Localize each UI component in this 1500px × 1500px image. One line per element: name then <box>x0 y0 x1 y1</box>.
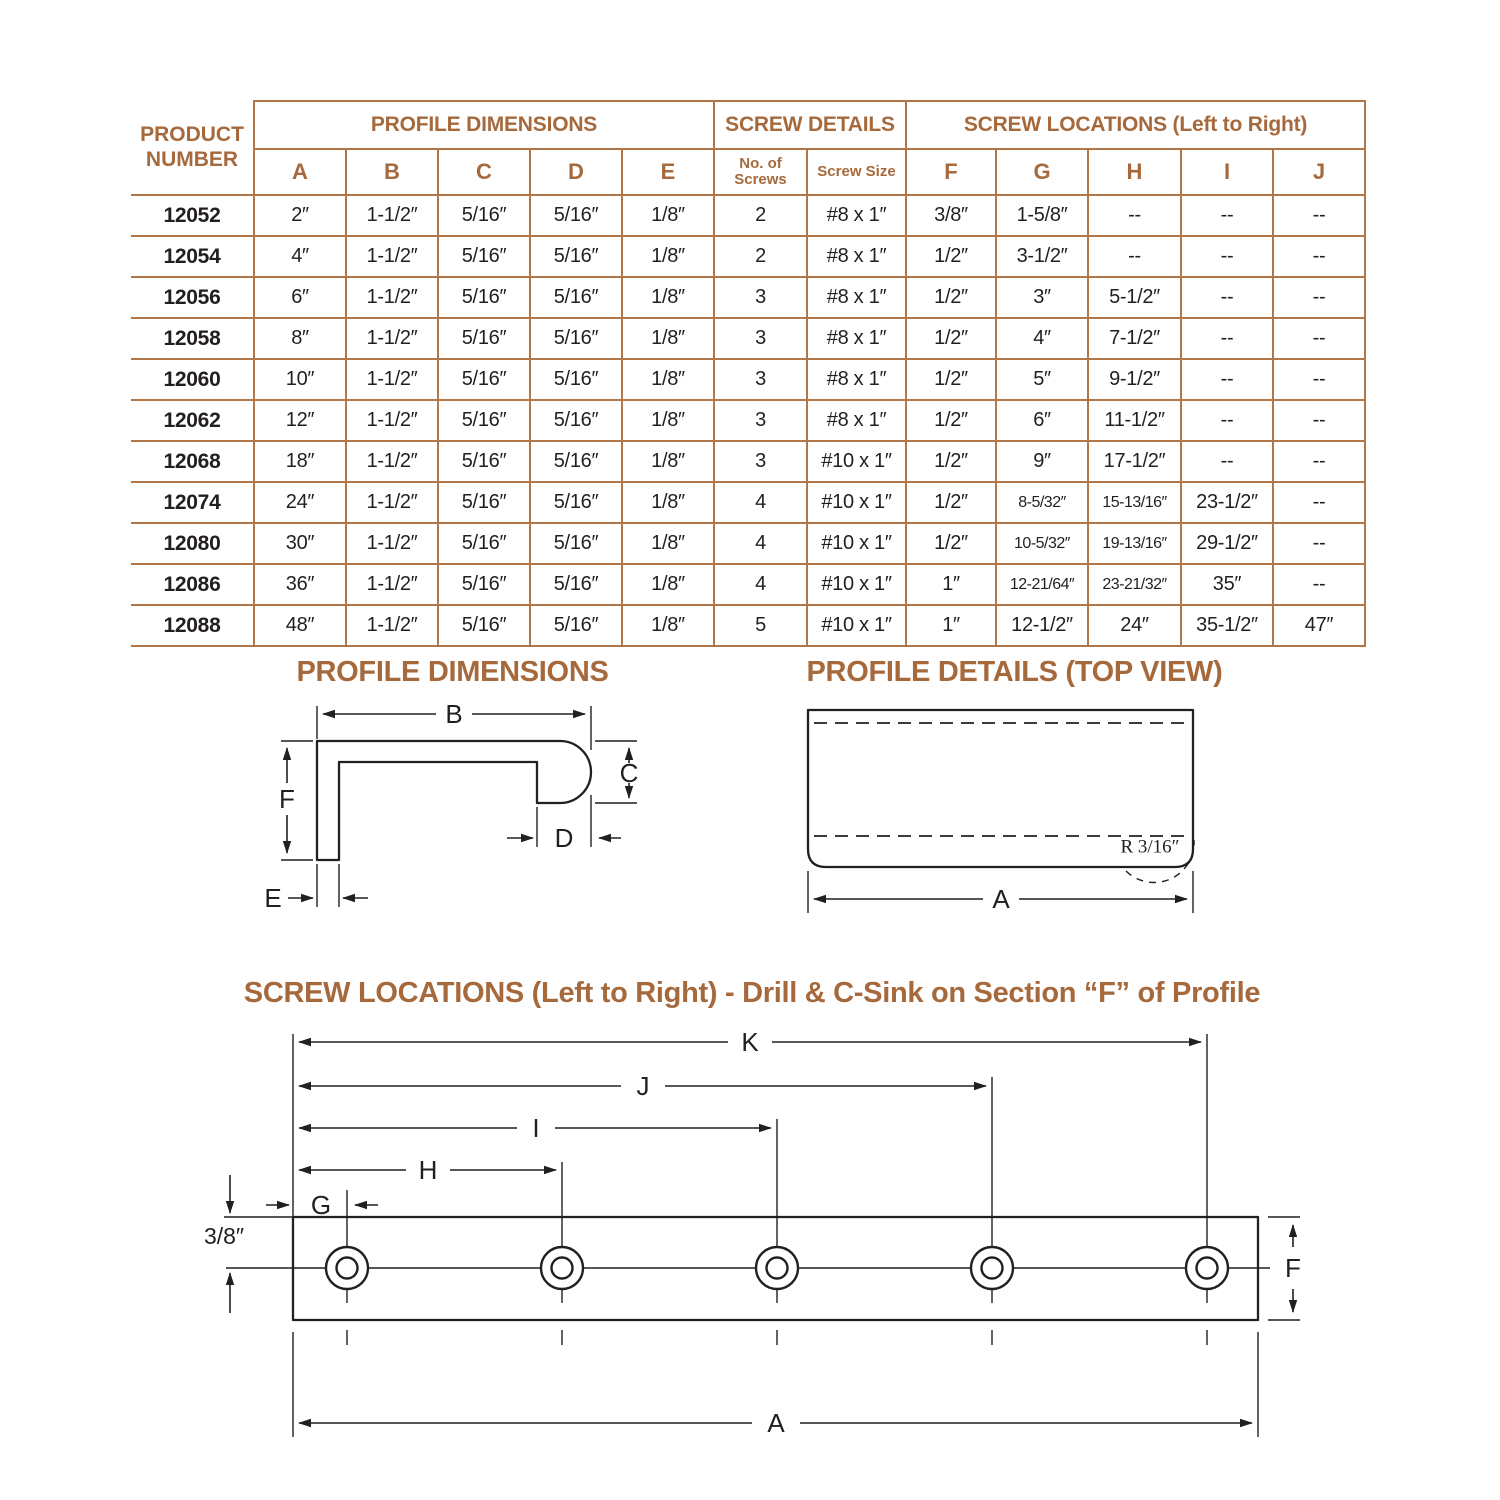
spec-cell: 5″ <box>996 359 1088 400</box>
product-number-cell: 12054 <box>131 236 254 277</box>
table-row <box>131 605 1365 646</box>
spec-cell: 1-1/2″ <box>346 482 438 523</box>
product-number-cell: 12088 <box>131 605 254 646</box>
spec-cell: 11-1/2″ <box>1088 400 1181 441</box>
spec-cell: 3 <box>714 318 807 359</box>
spec-cell: 9-1/2″ <box>1088 359 1181 400</box>
col-header-screw-size: Screw Size <box>807 149 906 195</box>
spec-cell: 5/16″ <box>438 318 530 359</box>
dim-g <box>266 1190 378 1220</box>
spec-cell: 24″ <box>254 482 346 523</box>
spec-cell: -- <box>1273 318 1365 359</box>
col-header-c: C <box>438 149 530 195</box>
dim-f-bar <box>1268 1217 1301 1320</box>
spec-cell: 1″ <box>906 564 996 605</box>
spec-cell: 5 <box>714 605 807 646</box>
product-number-header: PRODUCT NUMBER <box>131 101 254 195</box>
spec-cell: 3 <box>714 359 807 400</box>
spec-cell: 2″ <box>254 195 346 236</box>
dim-label-e: E <box>264 883 282 913</box>
spec-cell: #8 x 1″ <box>807 277 906 318</box>
screw-details-group-header: SCREW DETAILS <box>714 101 906 149</box>
spec-cell: 9″ <box>996 441 1088 482</box>
spec-cell: 1/8″ <box>622 605 714 646</box>
spec-cell: 5/16″ <box>530 605 622 646</box>
spec-cell: #10 x 1″ <box>807 441 906 482</box>
spec-cell: #8 x 1″ <box>807 400 906 441</box>
spec-cell: 19-13/16″ <box>1088 523 1181 564</box>
sub-header-row <box>131 149 1365 195</box>
dim-label-h: H <box>418 1155 438 1185</box>
spec-cell: 4 <box>714 564 807 605</box>
dim-label-b: B <box>445 699 463 729</box>
dim-j <box>299 1071 986 1101</box>
spec-cell: -- <box>1181 277 1273 318</box>
spec-cell: 30″ <box>254 523 346 564</box>
spec-cell: 5/16″ <box>530 236 622 277</box>
spec-cell: 1/8″ <box>622 400 714 441</box>
table-row <box>131 482 1365 523</box>
spec-cell: 1/8″ <box>622 564 714 605</box>
spec-cell: -- <box>1088 195 1181 236</box>
spec-cell: -- <box>1181 400 1273 441</box>
col-header-f: F <box>906 149 996 195</box>
spec-cell: 5/16″ <box>438 605 530 646</box>
spec-cell: 1-1/2″ <box>346 195 438 236</box>
spec-cell: #8 x 1″ <box>807 236 906 277</box>
spec-cell: 5/16″ <box>530 441 622 482</box>
dim-label-f: F <box>279 784 295 814</box>
spec-cell: 1/2″ <box>906 236 996 277</box>
spec-table <box>131 100 1366 647</box>
spec-cell: #10 x 1″ <box>807 605 906 646</box>
product-number-cell: 12074 <box>131 482 254 523</box>
table-row <box>131 318 1365 359</box>
spec-cell: 35″ <box>1181 564 1273 605</box>
dim-e <box>264 864 368 913</box>
spec-cell: 2 <box>714 195 807 236</box>
product-number-cell: 12086 <box>131 564 254 605</box>
spec-cell: 8″ <box>254 318 346 359</box>
spec-cell: -- <box>1181 318 1273 359</box>
spec-cell: 4″ <box>996 318 1088 359</box>
dim-f <box>279 741 313 860</box>
spec-cell: 5/16″ <box>530 195 622 236</box>
dim-h <box>299 1155 556 1185</box>
spec-cell: 4 <box>714 523 807 564</box>
spec-cell: 24″ <box>1088 605 1181 646</box>
spec-cell: 1-1/2″ <box>346 400 438 441</box>
profile-details-title: PROFILE DETAILS (TOP VIEW) <box>806 656 1223 688</box>
spec-cell: 3-1/2″ <box>996 236 1088 277</box>
spec-cell: 1/8″ <box>622 318 714 359</box>
group-header-row <box>131 101 1365 149</box>
dim-label-k: K <box>741 1027 759 1057</box>
spec-cell: 5/16″ <box>530 523 622 564</box>
spec-cell: 1/2″ <box>906 318 996 359</box>
spec-cell: 1/8″ <box>622 482 714 523</box>
spec-cell: 3 <box>714 277 807 318</box>
spec-cell: -- <box>1273 236 1365 277</box>
spec-cell: 4″ <box>254 236 346 277</box>
product-number-cell: 12058 <box>131 318 254 359</box>
dim-label-j: J <box>636 1071 650 1101</box>
spec-cell: #10 x 1″ <box>807 482 906 523</box>
screw-locations-title: SCREW LOCATIONS (Left to Right) - Drill & C-Sink on Section “F” of Profile <box>243 977 1261 1009</box>
spec-cell: 8-5/32″ <box>996 482 1088 523</box>
spec-cell: -- <box>1181 359 1273 400</box>
dim-label-d: D <box>554 823 574 853</box>
spec-cell: 1″ <box>906 605 996 646</box>
spec-cell: 1/2″ <box>906 441 996 482</box>
spec-cell: -- <box>1273 523 1365 564</box>
product-number-cell: 12068 <box>131 441 254 482</box>
spec-cell: 12″ <box>254 400 346 441</box>
spec-cell: #8 x 1″ <box>807 359 906 400</box>
col-header-j: J <box>1273 149 1365 195</box>
spec-cell: 5-1/2″ <box>1088 277 1181 318</box>
col-header-e: E <box>622 149 714 195</box>
spec-cell: 1/8″ <box>622 277 714 318</box>
spec-cell: 23-1/2″ <box>1181 482 1273 523</box>
spec-cell: 5/16″ <box>438 400 530 441</box>
profile-details-diagram <box>790 695 1220 935</box>
col-header-i: I <box>1181 149 1273 195</box>
screw-locations-group-header: SCREW LOCATIONS (Left to Right) <box>906 101 1365 149</box>
spec-cell: 1-1/2″ <box>346 523 438 564</box>
spec-cell: 1-1/2″ <box>346 277 438 318</box>
spec-cell: 10″ <box>254 359 346 400</box>
dim-label-a-top: A <box>992 884 1010 914</box>
spec-cell: 6″ <box>996 400 1088 441</box>
spec-cell: 5/16″ <box>438 277 530 318</box>
spec-cell: 5/16″ <box>438 441 530 482</box>
spec-cell: 29-1/2″ <box>1181 523 1273 564</box>
table-row <box>131 277 1365 318</box>
spec-cell: 5/16″ <box>438 195 530 236</box>
spec-cell: 5/16″ <box>530 277 622 318</box>
spec-cell: -- <box>1273 359 1365 400</box>
spec-cell: #10 x 1″ <box>807 564 906 605</box>
spec-cell: 1-1/2″ <box>346 441 438 482</box>
screw-locations-diagram <box>120 1015 1440 1500</box>
spec-cell: 1/8″ <box>622 523 714 564</box>
spec-cell: 18″ <box>254 441 346 482</box>
dim-label-c: C <box>619 758 639 788</box>
spec-cell: 36″ <box>254 564 346 605</box>
spec-cell: 1/8″ <box>622 195 714 236</box>
spec-cell: 3 <box>714 441 807 482</box>
spec-cell: 5/16″ <box>530 400 622 441</box>
spec-cell: 5/16″ <box>438 236 530 277</box>
spec-cell: 1-1/2″ <box>346 359 438 400</box>
dim-a-top-view <box>808 871 1193 914</box>
dim-c <box>595 741 638 803</box>
spec-cell: 6″ <box>254 277 346 318</box>
col-header-a: A <box>254 149 346 195</box>
spec-cell: 23-21/32″ <box>1088 564 1181 605</box>
spec-cell: 1/2″ <box>906 359 996 400</box>
dim-i <box>299 1113 771 1143</box>
spec-cell: 5/16″ <box>530 564 622 605</box>
spec-cell: #8 x 1″ <box>807 195 906 236</box>
spec-cell: -- <box>1181 236 1273 277</box>
spec-cell: 10-5/32″ <box>996 523 1088 564</box>
spec-cell: -- <box>1273 564 1365 605</box>
profile-shape <box>317 741 591 860</box>
spec-cell: 1/8″ <box>622 441 714 482</box>
spec-table-body <box>131 195 1365 646</box>
spec-cell: 15-13/16″ <box>1088 482 1181 523</box>
table-row <box>131 441 1365 482</box>
spec-cell: 2 <box>714 236 807 277</box>
product-number-cell: 12052 <box>131 195 254 236</box>
spec-cell: -- <box>1273 441 1365 482</box>
spec-cell: 35-1/2″ <box>1181 605 1273 646</box>
spec-cell: 4 <box>714 482 807 523</box>
spec-cell: 12-21/64″ <box>996 564 1088 605</box>
spec-cell: 5/16″ <box>438 564 530 605</box>
col-header-b: B <box>346 149 438 195</box>
product-number-cell: 12060 <box>131 359 254 400</box>
profile-dimensions-diagram <box>140 695 680 930</box>
spec-cell: 3″ <box>996 277 1088 318</box>
spec-cell: 5/16″ <box>530 359 622 400</box>
dim-label-a-bar: A <box>767 1408 785 1438</box>
radius-label: R 3/16″ <box>1120 836 1180 858</box>
spec-cell: 3/8″ <box>906 195 996 236</box>
spec-cell: 5/16″ <box>438 482 530 523</box>
spec-cell: 1/2″ <box>906 400 996 441</box>
spec-cell: #8 x 1″ <box>807 318 906 359</box>
profile-dimensions-title: PROFILE DIMENSIONS <box>296 656 609 688</box>
spec-cell: #10 x 1″ <box>807 523 906 564</box>
product-number-cell: 12056 <box>131 277 254 318</box>
table-row <box>131 400 1365 441</box>
table-row <box>131 195 1365 236</box>
spec-cell: 5/16″ <box>530 318 622 359</box>
dim-label-f-bar: F <box>1285 1253 1301 1283</box>
dim-label-i: I <box>532 1113 540 1143</box>
spec-cell: 1-5/8″ <box>996 195 1088 236</box>
product-number-cell: 12062 <box>131 400 254 441</box>
spec-cell: -- <box>1273 400 1365 441</box>
spec-cell: -- <box>1273 482 1365 523</box>
spec-cell: -- <box>1273 195 1365 236</box>
spec-cell: 1-1/2″ <box>346 318 438 359</box>
col-header-g: G <box>996 149 1088 195</box>
spec-cell: 48″ <box>254 605 346 646</box>
spec-cell: 12-1/2″ <box>996 605 1088 646</box>
spec-cell: 5/16″ <box>438 359 530 400</box>
spec-cell: 7-1/2″ <box>1088 318 1181 359</box>
table-row <box>131 359 1365 400</box>
profile-dimensions-group-header: PROFILE DIMENSIONS <box>254 101 714 149</box>
col-header-no-of-screws: No. of Screws <box>714 149 807 195</box>
spec-cell: 17-1/2″ <box>1088 441 1181 482</box>
product-number-cell: 12080 <box>131 523 254 564</box>
table-row <box>131 564 1365 605</box>
spec-cell: 1/2″ <box>906 482 996 523</box>
dim-label-offset: 3/8″ <box>203 1223 245 1249</box>
col-header-h: H <box>1088 149 1181 195</box>
dim-a-bar <box>293 1332 1258 1438</box>
dim-k <box>299 1027 1201 1057</box>
spec-cell: 1/8″ <box>622 236 714 277</box>
spec-cell: 3 <box>714 400 807 441</box>
spec-cell: 1-1/2″ <box>346 236 438 277</box>
spec-cell: 5/16″ <box>438 523 530 564</box>
dim-offset <box>204 1175 244 1313</box>
spec-cell: -- <box>1181 195 1273 236</box>
spec-cell: 1/2″ <box>906 277 996 318</box>
spec-cell: 5/16″ <box>530 482 622 523</box>
table-row <box>131 523 1365 564</box>
spec-cell: 1/8″ <box>622 359 714 400</box>
spec-cell: 1-1/2″ <box>346 605 438 646</box>
spec-cell: 1-1/2″ <box>346 564 438 605</box>
spec-cell: -- <box>1273 277 1365 318</box>
spec-cell: -- <box>1088 236 1181 277</box>
dim-label-g: G <box>310 1190 332 1220</box>
table-row <box>131 236 1365 277</box>
spec-cell: 47″ <box>1273 605 1365 646</box>
spec-cell: -- <box>1181 441 1273 482</box>
spec-cell: 1/2″ <box>906 523 996 564</box>
col-header-d: D <box>530 149 622 195</box>
